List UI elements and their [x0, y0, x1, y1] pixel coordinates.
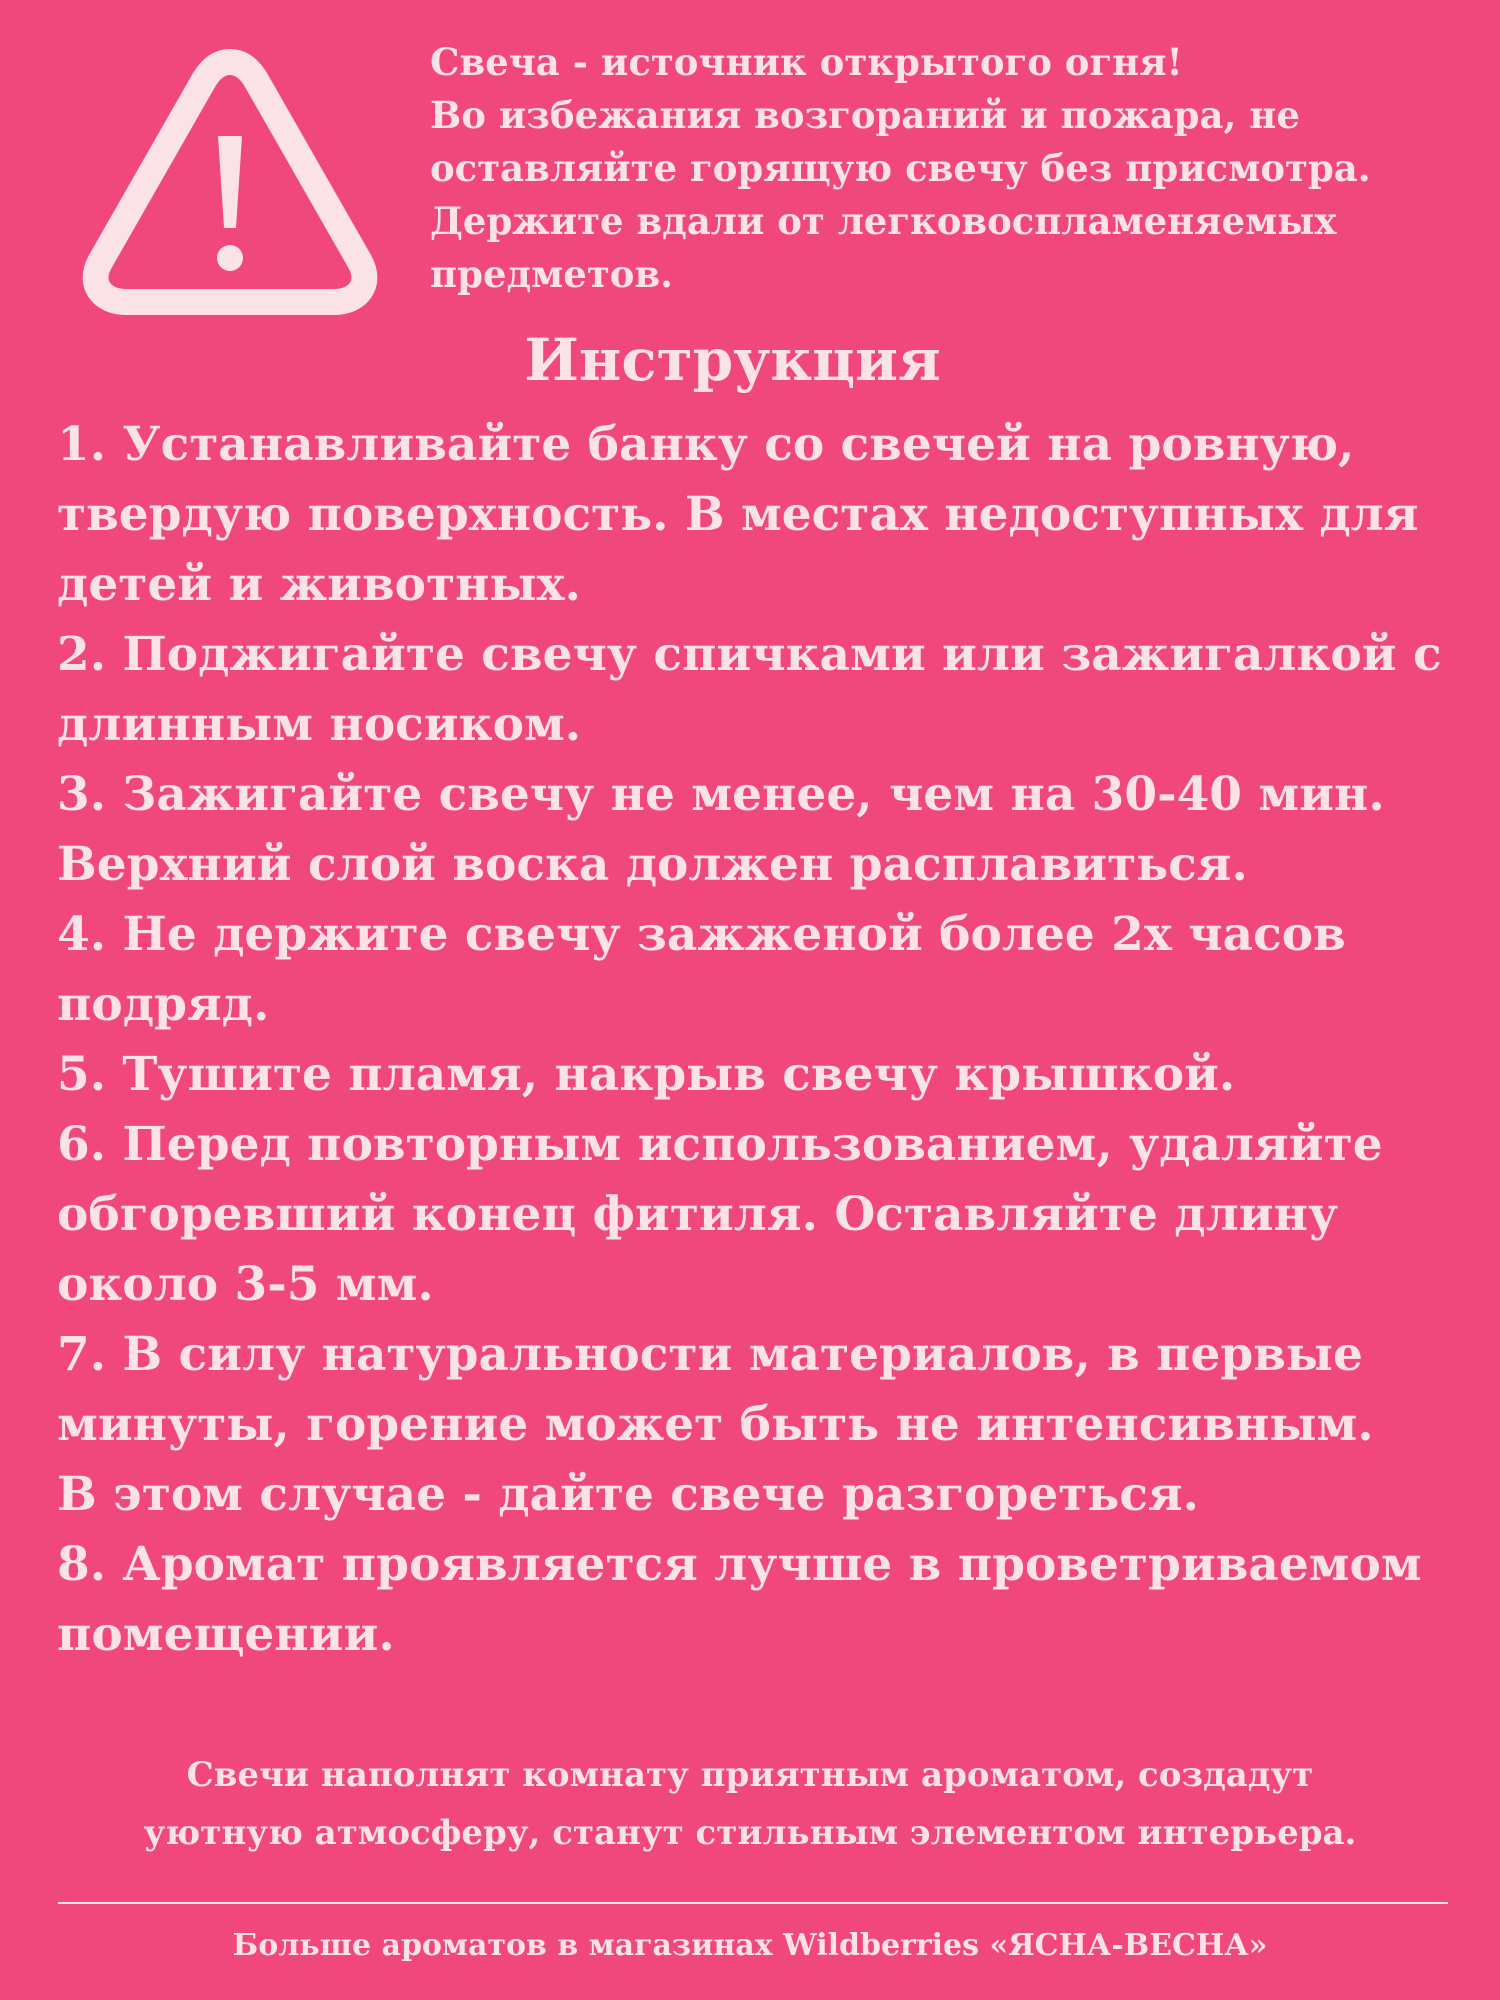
footer-divider	[58, 1902, 1448, 1904]
promo-text	[0, 1746, 1500, 1862]
instruction-line: 5. Тушите пламя, накрыв свечу крышкой.	[57, 1047, 1236, 1102]
instruction-line: обгоревший конец фитиля. Оставляйте длину	[57, 1187, 1339, 1242]
instruction-line: твердую поверхность. В местах недоступных для	[57, 487, 1419, 542]
instruction-line: 4. Не держите свечу зажженой более 2х часов	[57, 907, 1346, 962]
instruction-line: Верхний слой воска должен расплавиться.	[57, 837, 1248, 892]
store-info: Больше ароматов в магазинах Wildberries «ЯСНА-ВЕСНА»	[232, 1928, 1268, 1963]
instruction-line: помещении.	[57, 1607, 395, 1662]
instruction-list	[57, 410, 1477, 1670]
instruction-line: В этом случае - дайте свече разгореться.	[57, 1467, 1200, 1522]
instruction-line: 2. Поджигайте свечу спичками или зажигалкой с	[57, 627, 1442, 682]
fire-warning-text	[430, 36, 1470, 301]
warning-line: оставляйте горящую свечу без присмотра.	[430, 146, 1371, 190]
promo-line: уютную атмосферу, станут стильным элементом интерьера.	[143, 1813, 1357, 1853]
warning-line: Свеча - источник открытого огня!	[430, 40, 1183, 84]
warning-line: предметов.	[430, 252, 674, 296]
instruction-line: 1. Устанавливайте банку со свечей на ровную,	[57, 417, 1355, 472]
promo-line: Свечи наполнят комнату приятным ароматом, создадут	[186, 1755, 1314, 1795]
warning-line: Держите вдали от легковоспламеняемых	[430, 199, 1337, 243]
instruction-line: длинным носиком.	[57, 697, 582, 752]
instruction-line: 7. В силу натуральности материалов, в первые	[57, 1327, 1363, 1382]
instruction-line: около 3-5 мм.	[57, 1257, 434, 1312]
warning-triangle-icon	[80, 40, 380, 320]
instruction-line: 8. Аромат проявляется лучше в проветриваемом	[57, 1537, 1422, 1592]
instruction-line: 3. Зажигайте свечу не менее, чем на 30-40 мин.	[57, 767, 1385, 822]
instruction-line: минуты, горение может быть не интенсивным.	[57, 1397, 1374, 1452]
instruction-line: подряд.	[57, 977, 270, 1032]
instruction-line: 6. Перед повторным использованием, удаляйте	[57, 1117, 1383, 1172]
instruction-title: Инструкция	[524, 326, 941, 394]
instruction-line: детей и животных.	[57, 557, 582, 612]
warning-line: Во избежания возгораний и пожара, не	[430, 93, 1300, 137]
